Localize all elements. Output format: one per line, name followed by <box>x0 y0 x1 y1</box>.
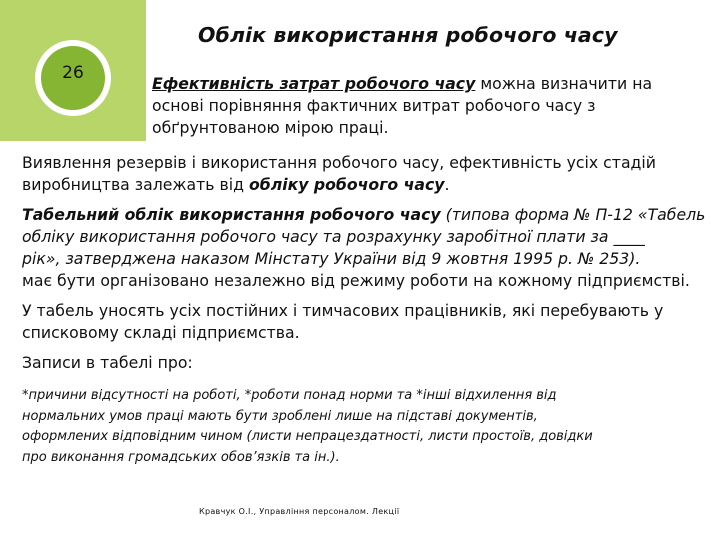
paragraph2-emphasis: Табельний облік використання робочого часу <box>22 205 441 224</box>
footer-credit: Кравчук О.І., Управління персоналом. Лекції <box>199 507 400 516</box>
intro-line1-rest: можна визначити на <box>475 74 653 93</box>
paragraph2-line2: обліку використання робочого часу та розрахунку заробітної плати за ____ <box>22 227 645 246</box>
intro-line3: обґрунтованою мірою праці. <box>152 118 389 137</box>
slide-number-badge <box>35 40 111 116</box>
paragraph3-line1: У табель уносять усіх постійних і тимчасових працівників, які перебувають у <box>22 301 664 320</box>
paragraph-timesheet <box>22 204 714 292</box>
page-title: Облік використання робочого часу <box>198 23 618 47</box>
paragraph1-line1: Виявлення резервів і використання робочого часу, ефективність усіх стадій <box>22 153 656 172</box>
paragraph-records <box>22 352 714 374</box>
paragraph2-line4: має бути організовано незалежно від режиму роботи на кожному підприємстві. <box>22 271 690 290</box>
intro-line2: основі порівняння фактичних витрат робочого часу з <box>152 96 596 115</box>
footnote-block <box>22 386 714 468</box>
intro-emphasis: Ефективність затрат робочого часу <box>152 74 476 93</box>
note-line1: *причини відсутності на роботі, *роботи понад норми та *інші відхилення від <box>22 388 557 403</box>
paragraph1-emphasis: обліку робочого часу <box>248 175 445 194</box>
paragraph4-text: Записи в табелі про: <box>22 353 193 372</box>
paragraph3-line2: списковому складі підприємства. <box>22 323 300 342</box>
note-line2: нормальних умов праці мають бути зроблені лише на підставі документів, <box>22 408 538 424</box>
note-line4: про виконання громадських обов’язків та ін.). <box>22 449 340 465</box>
main-body <box>22 152 714 382</box>
paragraph2-line1-rest: (типова форма № П-12 «Табель <box>440 205 706 224</box>
slide-number: 26 <box>41 46 105 110</box>
paragraph-employees <box>22 300 714 344</box>
note-line3: оформлених відповідним чином (листи непрацездатності, листи простоїв, довідки <box>22 429 593 444</box>
paragraph2-line3: рік», затверджена наказом Мінстату України від 9 жовтня 1995 р. № 253). <box>22 249 641 268</box>
paragraph-reserves <box>22 152 714 196</box>
paragraph1-line2-start: виробництва залежать від <box>22 175 249 194</box>
intro-paragraph <box>152 73 712 139</box>
paragraph1-line2-end: . <box>444 175 450 194</box>
